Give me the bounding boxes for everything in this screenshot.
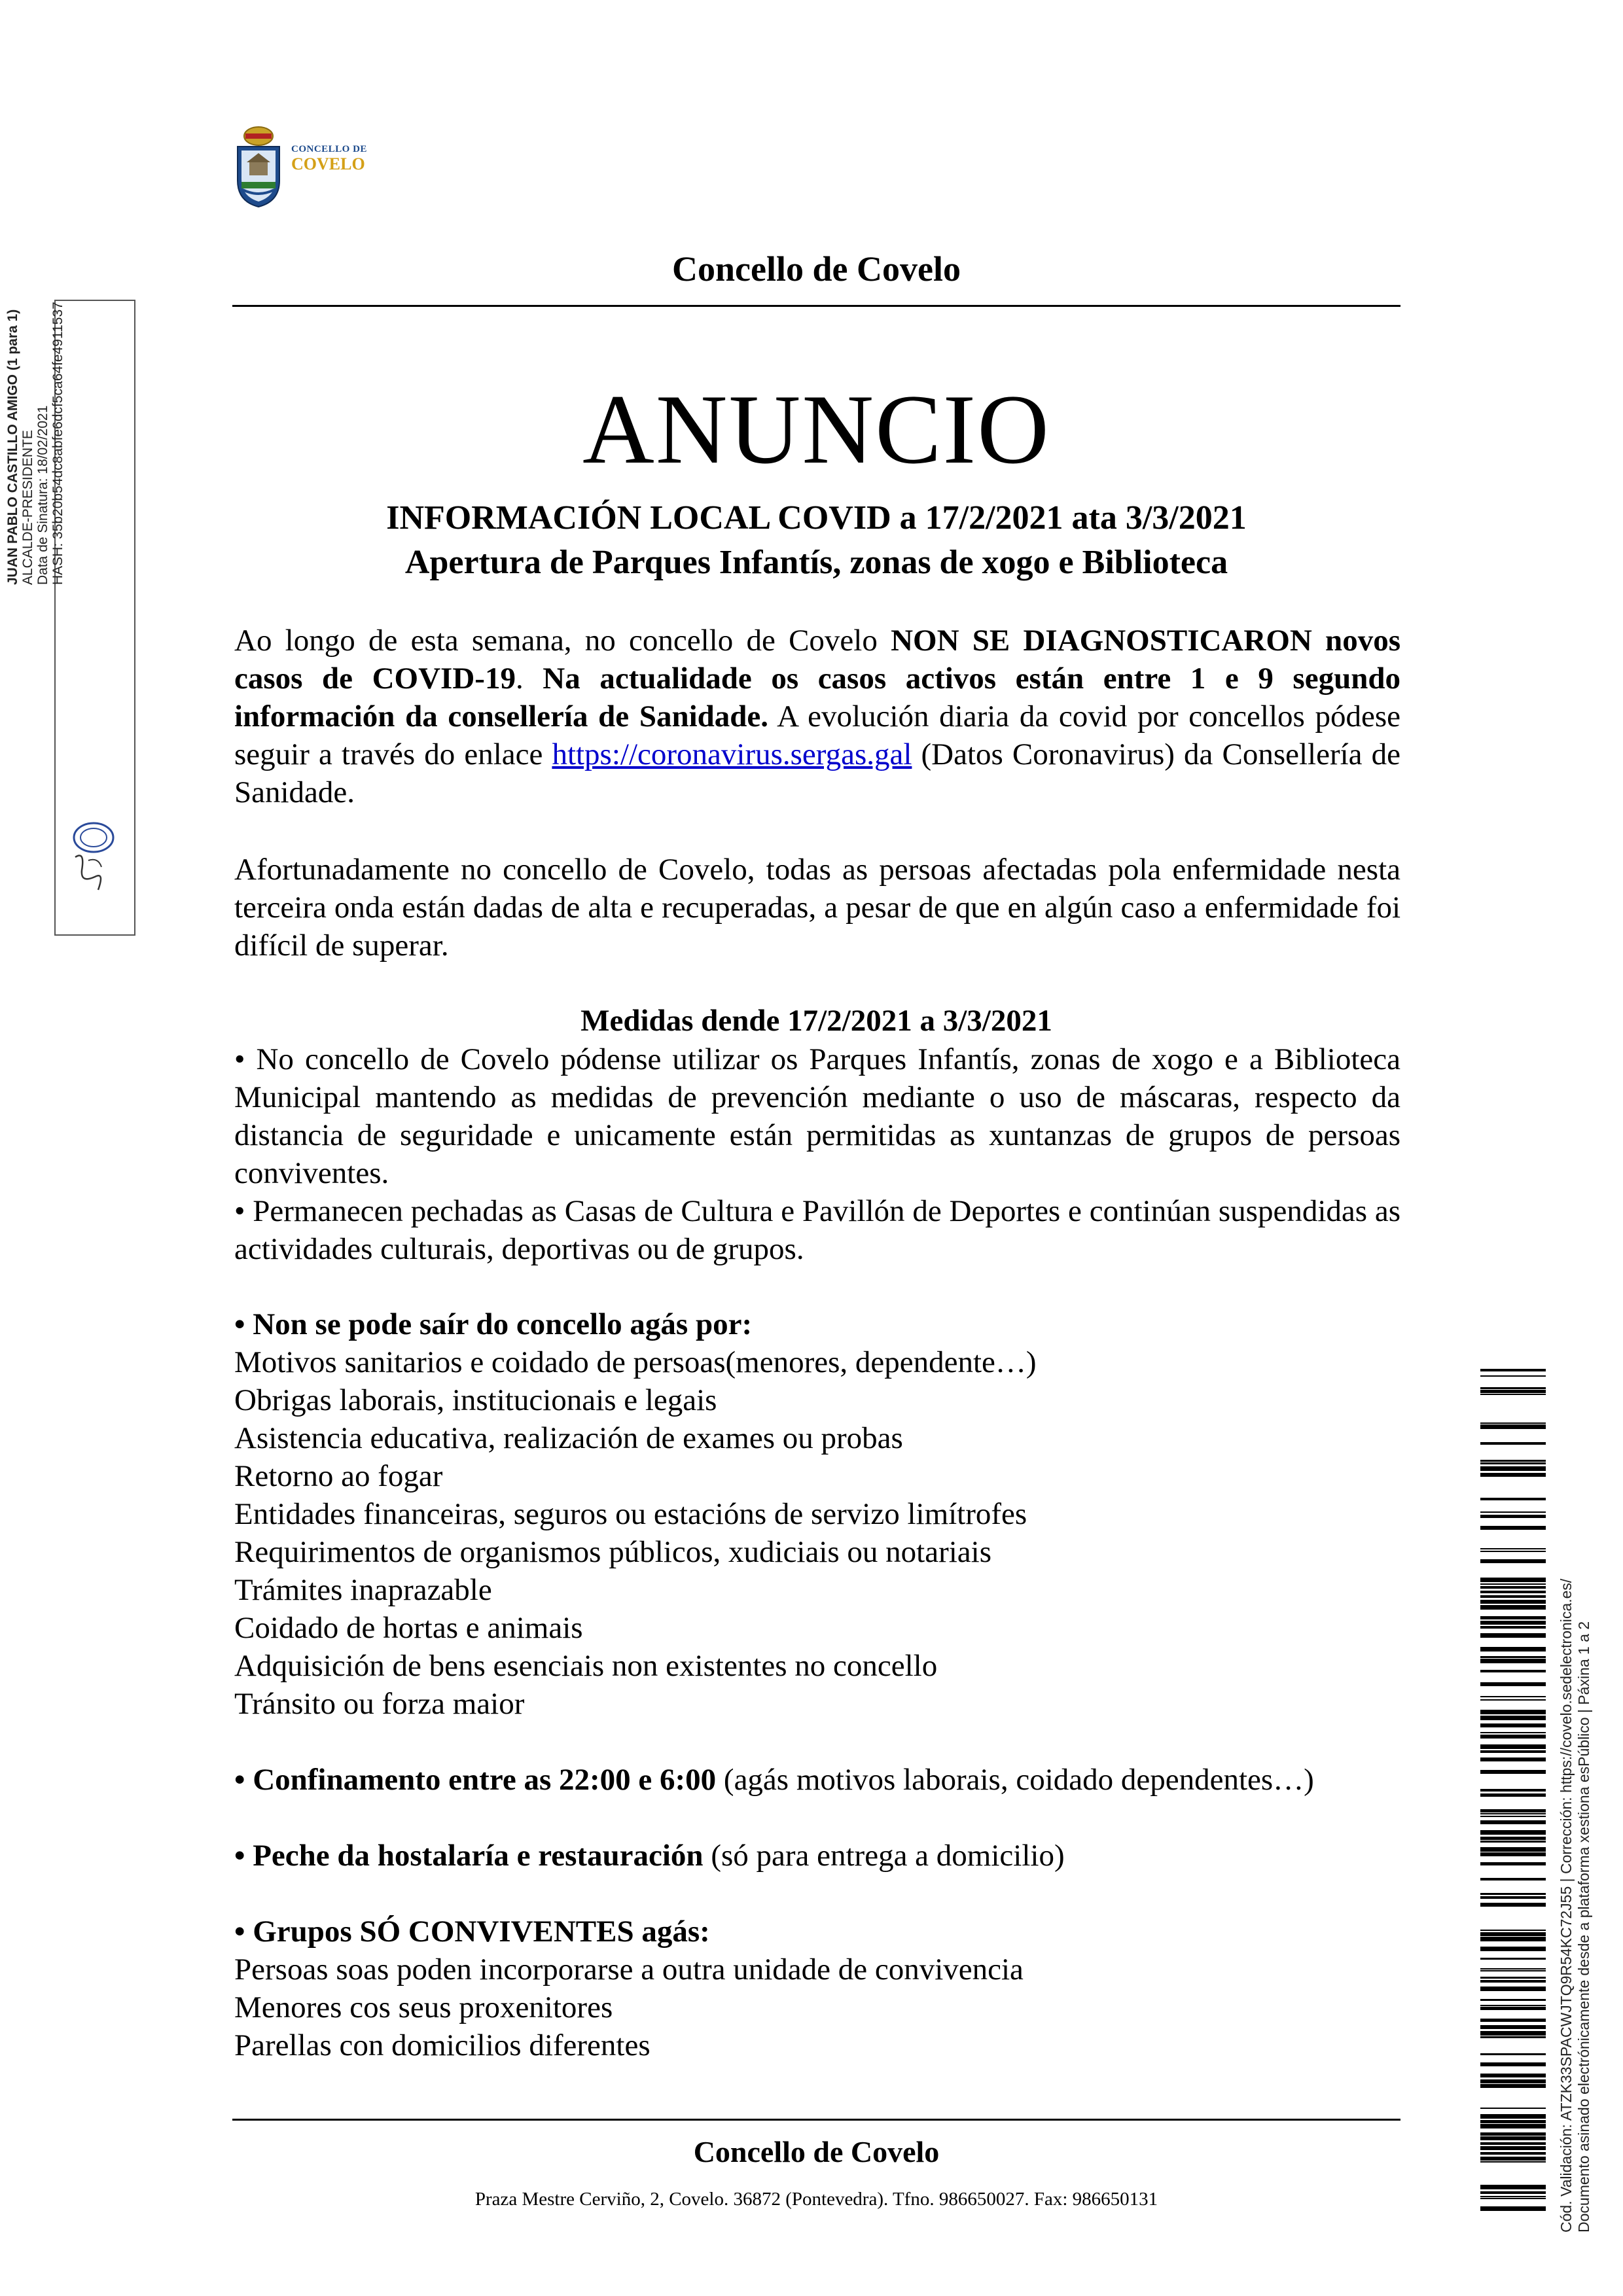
barcode-bar [1480,1830,1546,1835]
barcode-bar [1480,1462,1546,1464]
barcode-bar [1480,2132,1546,2136]
hospitality-bold: • Peche da hostalaría e restauración [234,1839,704,1873]
barcode-bar [1480,1930,1546,1931]
list-item: Requirimentos de organismos públicos, xudiciais ou notariais [234,1535,992,1569]
barcode-bar [1480,1750,1546,1753]
barcode-bar [1480,1375,1546,1377]
barcode-bar [1480,1600,1546,1604]
list-item: Trámites inaprazable [234,1573,492,1607]
barcode-bar [1480,1852,1546,1856]
barcode-bar [1480,1578,1546,1582]
barcode-bar [1480,1710,1546,1714]
list-item: Adquisición de bens esenciais non existentes no concello [234,1649,938,1683]
barcode-bar [1480,1387,1546,1389]
barcode-bar [1480,2114,1546,2119]
barcode-bar [1480,1947,1546,1951]
hospitality-rule [234,1837,1400,1875]
logo-line2: COVELO [291,154,365,173]
barcode-bar [1480,1647,1546,1651]
barcode-bar [1480,1616,1546,1619]
barcode-bar [1480,1980,1546,1983]
curfew-rule [234,1761,1400,1799]
signature-date: Data de Sinatura: 18/02/2021 [35,405,50,585]
header-title: Concello de Covelo [672,249,961,289]
barcode-bar [1480,1621,1546,1625]
barcode-bar [1480,2079,1546,2083]
barcode-bar [1480,1460,1546,1462]
barcode-bar [1480,1473,1546,1477]
barcode-bar [1480,1862,1546,1865]
list-item: Obrigas laborais, institucionais e legais [234,1383,717,1417]
barcode-bar [1480,2157,1546,2161]
list-item: Persoas soas poden incorporarse a outra unidade de convivencia [234,1952,1024,1987]
barcode-bar [1480,2036,1546,2038]
barcode-bar [1480,2185,1546,2189]
barcode-bar [1480,2196,1546,2197]
sergas-link[interactable]: https://coronavirus.sergas.gal [552,737,912,771]
barcode-bar [1480,1970,1546,1971]
paragraph-bold: Na actualidade os casos activos están entre 1 e 9 segundo información da consellería de Sanidade. [234,662,1400,733]
logo-text [291,144,367,173]
list-item: Menores cos seus proxenitores [234,1990,613,2024]
barcode-bar [1480,1968,1546,1969]
list-item: Asistencia educativa, realización de exames ou probas [234,1421,903,1455]
announcement-subtitle-2: Apertura de Parques Infantís, zonas de xogo e Biblioteca [404,544,1228,581]
barcode-bar [1480,1586,1546,1589]
barcode-bar [1480,2108,1546,2109]
barcode-bar [1480,1816,1546,1817]
barcode-bar [1480,2074,1546,2077]
barcode-bar [1480,1390,1546,1393]
measure-item-closed: • Permanecen pechadas as Casas de Cultura e Pavillón de Deportes e continúan suspendidas as actividades culturais, deportivas ou de grupos. [234,1194,1400,1266]
paragraph-cases [234,622,1400,811]
announcement-title: ANUNCIO [582,374,1050,484]
barcode-bar [1480,1937,1546,1941]
barcode-bar [1480,2084,1546,2088]
barcode-bar [1480,1515,1546,1518]
barcode-bar [1480,1551,1546,1552]
barcode-bar [1480,1682,1546,1686]
barcode-bar [1480,2206,1546,2211]
barcode-bar [1480,2146,1546,2150]
barcode-bar [1480,1893,1546,1895]
list-item: Entidades financeiras, seguros ou estacións de servizo limítrofes [234,1497,1027,1531]
measures-heading: Medidas dende 17/2/2021 a 3/3/2021 [580,1004,1052,1038]
footer-address: Praza Mestre Cerviño, 2, Covelo. 36872 (Pontevedra). Tfno. 986650027. Fax: 986650131 [474,2189,1158,2210]
paragraph-recovered: Afortunadamente no concello de Covelo, todas as persoas afectadas pola enfermidade nesta terceira onda están dadas de alta e recuperadas, a pesar de que en algún caso a enfermidade foi difícil de superar. [234,853,1400,963]
barcode-bar [1480,2142,1546,2145]
barcode-bar [1480,1837,1546,1840]
barcode-bar [1480,1498,1546,1500]
curfew-bold: • Confinamento entre as 22:00 e 6:00 [234,1763,717,1797]
barcode-bar [1480,1813,1546,1814]
barcode-bar [1480,1466,1546,1471]
barcode-bar [1480,1394,1546,1395]
barcode-bar [1480,2152,1546,2155]
list-item: Coidado de hortas e animais [234,1611,583,1645]
barcode-bar [1480,2053,1546,2055]
validation-platform: Documento asinado electrónicamente desde a plataforma xestiona esPúblico | Páxina 1 a 2 [1575,1621,1592,2233]
barcode-bar [1480,2062,1546,2066]
barcode-bar [1480,1659,1546,1663]
barcode-bar [1480,1699,1546,1701]
paragraph-text: Ao longo de esta semana, no concello de Covelo [234,624,891,658]
signer-name: JUAN PABLO CASTILLO AMIGO (1 para 1) [5,309,20,585]
barcode-bar [1480,1744,1546,1749]
barcode-bar [1480,1789,1546,1792]
barcode-bar [1480,1793,1546,1797]
list-item: Parellas con domicilios diferentes [234,2028,651,2062]
validation-barcode [1480,1369,1546,2233]
paragraph-text: . [515,662,543,696]
curfew-text: (agás motivos laborais, coidado dependentes…) [716,1763,1314,1797]
signature-stamp-icon [62,811,121,896]
barcode-bar [1480,1422,1546,1424]
barcode-bar [1480,1511,1546,1513]
barcode-bar [1480,2161,1546,2163]
barcode-bar [1480,1670,1546,1672]
coat-of-arms-icon [232,124,285,209]
barcode-bar [1480,1591,1546,1593]
concello-logo [232,124,402,209]
paragraph-text: (Datos Coronavirus) da Consellería de Sanidade. [234,737,1400,809]
barcode-bar [1480,2005,1546,2006]
barcode-bar [1480,1442,1546,1445]
validation-code: Cód. Validación: ATZK33SPACWJTQ9R54KC72J55 | Corrección: https://covelo.sedelectronica.es/ [1558,1578,1575,2233]
footer-title: Concello de Covelo [693,2135,940,2168]
barcode-bar [1480,1987,1546,1991]
barcode-bar [1480,1369,1546,1371]
barcode-bar [1480,1716,1546,1720]
barcode-bar [1480,1841,1546,1843]
barcode-bar [1480,1696,1546,1697]
barcode-bar [1480,1595,1546,1598]
header-divider [232,305,1400,307]
barcode-bar [1480,1735,1546,1739]
signature-hash: HASH: 35b20b54dc8abfe6dcf5ca64fe4911537 [50,302,65,585]
list-item: Retorno ao fogar [234,1459,443,1493]
barcode-bar [1480,1878,1546,1881]
barcode-bar [1480,1999,1546,2001]
paragraph-text: A evolución diaria da covid por concellos pódese seguir a través do enlace [234,699,1400,771]
list-item: Tránsito ou forza maior [234,1687,525,1721]
barcode-bar [1480,1583,1546,1585]
measure-item-parks: • No concello de Covelo pódense utilizar os Parques Infantís, zonas de xogo e a Biblioteca Municipal mantendo as medidas de prevención mediante o uso de máscaras, respecto da distancia de seguridade e unicamente están permitidas as xuntanzas de grupos de persoas conviventes. [234,1042,1400,1190]
barcode-bar [1480,1932,1546,1936]
logo-line1: CONCELLO DE [291,144,367,154]
list-item: Motivos sanitarios e coidado de persoas(menores, dependente…) [234,1345,1037,1379]
hospitality-text: (só para entrega a domicilio) [703,1839,1065,1873]
barcode-bar [1480,2124,1546,2128]
barcode-bar [1480,1732,1546,1733]
announcement-subtitle: INFORMACIÓN LOCAL COVID a 17/2/2021 ata 3/3/2021 [386,499,1247,537]
barcode-bar [1480,1896,1546,1899]
barcode-bar [1480,1847,1546,1852]
barcode-bar [1480,1723,1546,1727]
barcode-bar [1480,1820,1546,1824]
barcode-bar [1480,2019,1546,2022]
paragraph-bold: NON SE DIAGNOSTICARON novos casos de COVID-19 [234,624,1400,696]
barcode-bar [1480,2007,1546,2010]
barcode-bar [1480,1605,1546,1610]
barcode-bar [1480,1809,1546,1812]
barcode-bar [1480,1559,1546,1563]
footer-divider [232,2119,1400,2121]
barcode-bar [1480,1633,1546,1638]
barcode-bar [1480,2031,1546,2036]
barcode-bar [1480,1656,1546,1658]
barcode-bar [1480,1903,1546,1907]
barcode-bar [1480,1958,1546,1960]
barcode-bar [1480,2136,1546,2140]
barcode-bar [1480,2120,1546,2123]
barcode-bar [1480,1424,1546,1429]
barcode-bar [1480,1977,1546,1979]
barcode-bar [1480,1548,1546,1549]
barcode-bar [1480,1626,1546,1629]
groups-heading: • Grupos SÓ CONVIVENTES agás: [234,1915,710,1949]
barcode-bar [1480,2025,1546,2029]
barcode-bar [1480,2191,1546,2194]
exit-rules-heading: • Non se pode saír do concello agás por: [234,1307,753,1341]
barcode-bar [1480,1757,1546,1761]
signer-role: ALCALDE-PRESIDENTE [20,430,35,585]
barcode-bar [1480,1526,1546,1530]
barcode-bar [1480,1770,1546,1774]
barcode-bar [1480,2198,1546,2199]
